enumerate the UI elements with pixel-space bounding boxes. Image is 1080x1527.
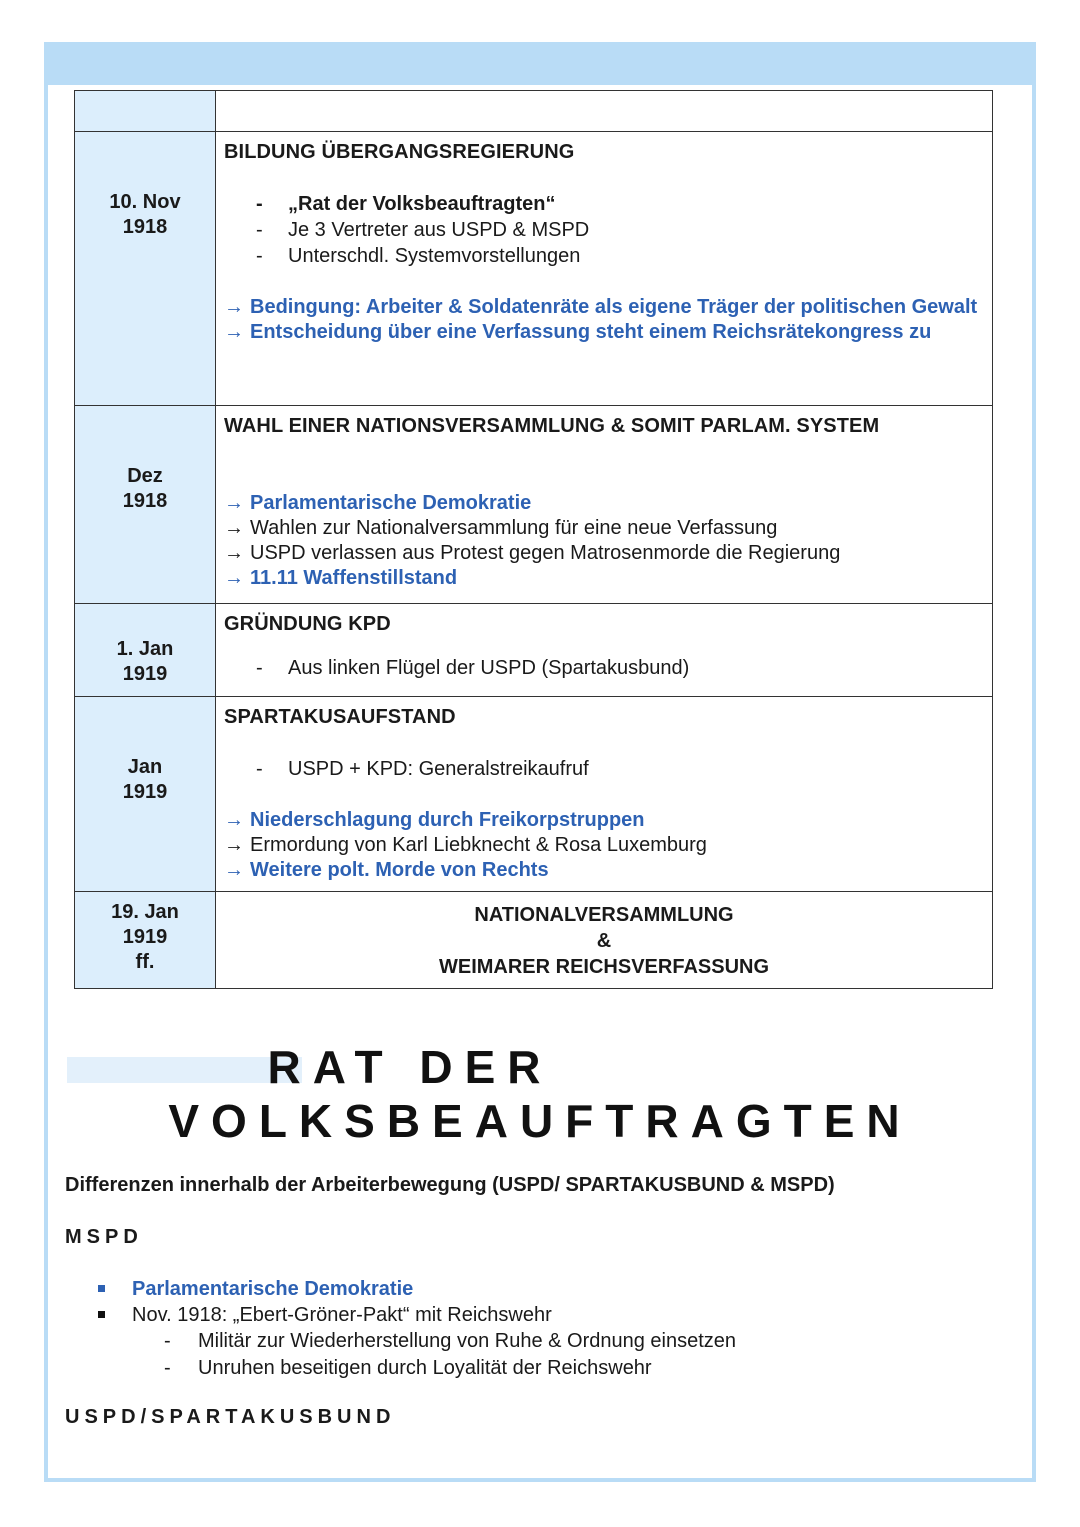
date-line: 1919 <box>122 663 168 685</box>
arrow-icon: → <box>224 517 244 539</box>
list-item: - USPD + KPD: Generalstreikaufruf <box>256 756 984 782</box>
section-subtitle: Differenzen innerhalb der Arbeiterbewegung (USPD/ SPARTAKUSBUND & MSPD) <box>65 1174 835 1196</box>
content-cell <box>216 91 993 132</box>
date-cell <box>75 697 216 892</box>
mspd-list <box>96 1276 996 1382</box>
date-cell <box>75 91 216 132</box>
arrow-icon: → <box>224 834 244 856</box>
arrow-icon: → <box>224 809 244 831</box>
table-row <box>75 892 993 989</box>
date-cell <box>75 406 216 604</box>
square-bullet-icon <box>98 1285 105 1292</box>
arrow-item: → Ermordung von Karl Liebknecht & Rosa Luxemburg <box>224 834 707 856</box>
arrow-icon: → <box>224 321 244 343</box>
arrow-item: → Weitere polt. Morde von Rechts <box>224 859 549 881</box>
date-cell <box>75 604 216 697</box>
date-line: 1918 <box>122 216 168 238</box>
content-cell <box>216 604 993 697</box>
square-bullet-icon <box>98 1311 105 1318</box>
mspd-label: MSPD <box>65 1226 143 1248</box>
arrow-item: → Niederschlagung durch Freikorpstruppen <box>224 809 645 831</box>
date-line: 19. Jan <box>111 901 179 923</box>
date-line: 1918 <box>122 490 168 512</box>
date-line: 1919 <box>122 781 168 803</box>
arrow-icon: → <box>224 542 244 564</box>
date-line: 10. Nov <box>109 191 181 213</box>
content-cell <box>216 892 993 989</box>
arrow-icon: → <box>224 859 244 881</box>
table-row <box>75 406 993 604</box>
date-line: 1. Jan <box>116 638 174 660</box>
center-line: WEIMARER REICHSVERFASSUNG <box>438 956 770 978</box>
date-line: Jan <box>127 756 163 778</box>
arrow-item: → USPD verlassen aus Protest gegen Matrosenmorde die Regierung <box>224 542 841 564</box>
arrow-item: → Entscheidung über eine Verfassung steht einem Reichsrätekongress zu <box>224 321 932 343</box>
list-item: - „Rat der Volksbeauftragten“ <box>256 191 984 217</box>
arrow-icon: → <box>224 296 244 318</box>
row-heading: WAHL EINER NATIONSVERSAMMLUNG & SOMIT PARLAM. SYSTEM <box>224 415 880 437</box>
list-item: Nov. 1918: „Ebert-Gröner-Pakt“ mit Reichswehr - Militär zur Wiederherstellung von Ruhe & Ordnung einsetzen - Unruhen beseitigen durch Loyalität der Reichswehr <box>96 1302 996 1382</box>
timeline-table <box>74 90 993 989</box>
table-row-empty <box>75 91 993 132</box>
sub-list-item: - Militär zur Wiederherstellung von Ruhe & Ordnung einsetzen <box>164 1328 996 1355</box>
date-line: 1919 <box>122 926 168 948</box>
sub-list-item: - Unruhen beseitigen durch Loyalität der Reichswehr <box>164 1355 996 1382</box>
list-item: Parlamentarische Demokratie <box>96 1276 996 1302</box>
date-line: Dez <box>127 465 163 487</box>
table-row <box>75 132 993 406</box>
date-line: ff. <box>135 951 155 973</box>
uspd-label: USPD/SPARTAKUSBUND <box>65 1406 396 1428</box>
arrow-item: → Parlamentarische Demokratie <box>224 492 532 514</box>
date-cell <box>75 132 216 406</box>
content-cell <box>216 406 993 604</box>
arrow-icon: → <box>224 567 244 589</box>
table-row <box>75 604 993 697</box>
row-heading: SPARTAKUSAUFSTAND <box>224 706 456 728</box>
row-heading: BILDUNG ÜBERGANGSREGIERUNG <box>224 141 575 163</box>
content-cell <box>216 132 993 406</box>
arrow-icon: → <box>224 492 244 514</box>
content-cell <box>216 697 993 892</box>
arrow-item: → 11.11 Waffenstillstand <box>224 567 458 589</box>
center-line: NATIONALVERSAMMLUNG <box>474 904 734 926</box>
arrow-item: → Wahlen zur Nationalversammlung für eine neue Verfassung <box>224 517 778 539</box>
section-title-line1: RAT DER <box>267 1041 553 1093</box>
list-item: - Unterschdl. Systemvorstellungen <box>256 243 984 269</box>
list-item: - Je 3 Vertreter aus USPD & MSPD <box>256 217 984 243</box>
arrow-item: → Bedingung: Arbeiter & Soldatenräte als eigene Träger der politischen Gewalt <box>224 296 978 318</box>
table-row <box>75 697 993 892</box>
section-title-line2: VOLKSBEAUFTRAGTEN <box>168 1095 912 1147</box>
list-item: - Aus linken Flügel der USPD (Spartakusbund) <box>256 655 984 681</box>
date-cell <box>75 892 216 989</box>
center-line: & <box>596 930 612 952</box>
row-heading: GRÜNDUNG KPD <box>224 613 391 635</box>
